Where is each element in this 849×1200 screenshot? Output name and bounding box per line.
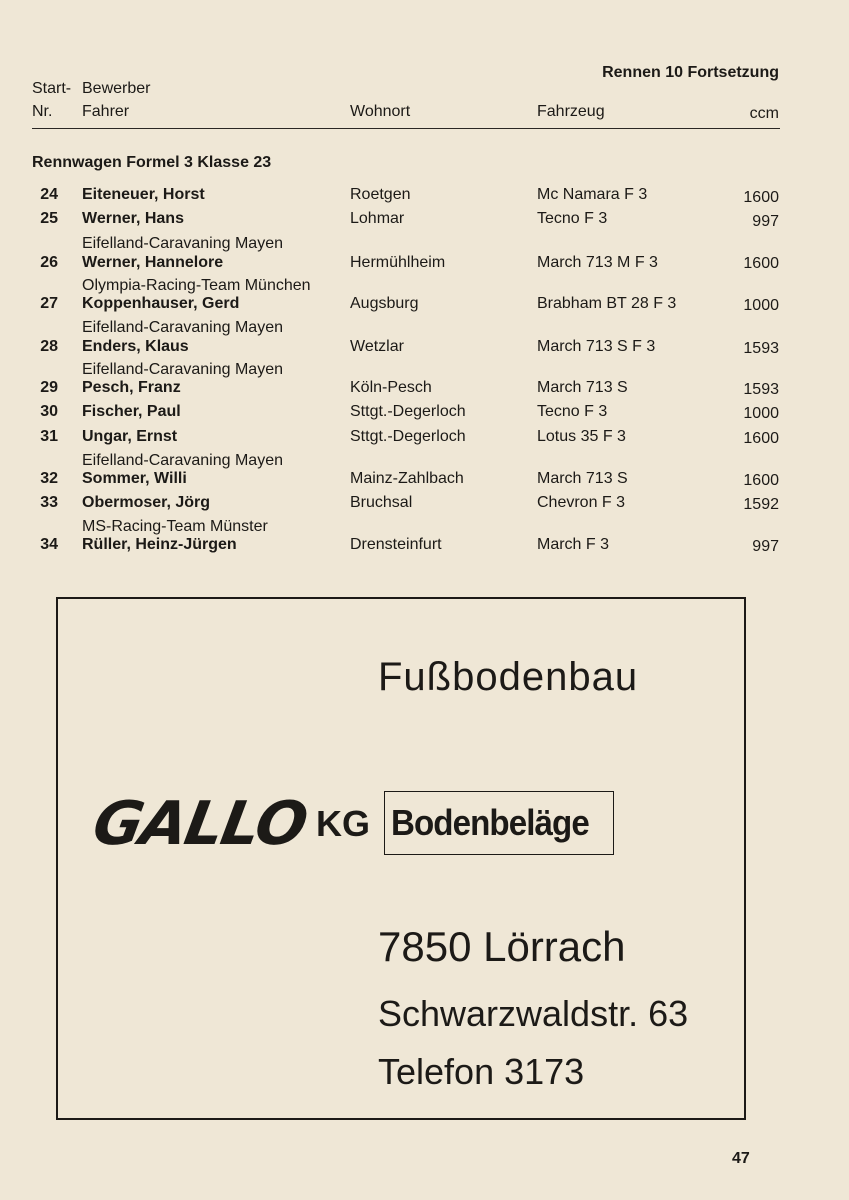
table-row bbox=[0, 186, 849, 206]
start-number: 25 bbox=[40, 210, 58, 227]
vehicle: March 713 S bbox=[537, 379, 628, 396]
start-number: 34 bbox=[40, 536, 58, 553]
displacement: 1592 bbox=[743, 496, 779, 513]
entrant-team: Eifelland-Caravaning Mayen bbox=[82, 452, 283, 469]
vehicle: Tecno F 3 bbox=[537, 210, 608, 227]
table-row bbox=[0, 338, 849, 358]
address-city: 7850 Lörrach bbox=[378, 923, 626, 970]
driver-name: Sommer, Willi bbox=[82, 470, 187, 487]
start-number: 33 bbox=[40, 494, 58, 511]
table-row bbox=[0, 254, 849, 274]
vehicle: Brabham BT 28 F 3 bbox=[537, 295, 677, 312]
boxed-label-text: Bodenbeläge bbox=[391, 802, 589, 843]
class-title: Rennwagen Formel 3 Klasse 23 bbox=[32, 154, 272, 171]
residence: Lohmar bbox=[350, 210, 405, 227]
driver-name: Rüller, Heinz-Jürgen bbox=[82, 536, 237, 553]
driver-name: Fischer, Paul bbox=[82, 403, 181, 420]
displacement: 1600 bbox=[743, 255, 779, 272]
page-number: 47 bbox=[732, 1150, 750, 1167]
entrant-team: Eifelland-Caravaning Mayen bbox=[82, 319, 283, 336]
boxed-label bbox=[384, 791, 614, 855]
header-divider bbox=[32, 128, 780, 129]
displacement: 997 bbox=[752, 538, 779, 555]
table-row bbox=[0, 428, 849, 448]
col-vehicle-label: Fahrzeug bbox=[537, 103, 605, 120]
residence: Hermühlheim bbox=[350, 254, 446, 271]
entrant-team: Eifelland-Caravaning Mayen bbox=[82, 361, 283, 378]
driver-name: Werner, Hannelore bbox=[82, 254, 224, 271]
table-row bbox=[0, 494, 849, 514]
vehicle: March F 3 bbox=[537, 536, 610, 553]
table-row bbox=[0, 210, 849, 230]
col-driver-label: Fahrer bbox=[82, 103, 130, 120]
ad-title: Fußbodenbau bbox=[378, 655, 639, 699]
vehicle: March 713 M F 3 bbox=[537, 254, 658, 271]
driver-name: Ungar, Ernst bbox=[82, 428, 178, 445]
col-residence-label: Wohnort bbox=[350, 103, 411, 120]
residence: Köln-Pesch bbox=[350, 379, 432, 396]
entrant-team: Olympia-Racing-Team München bbox=[82, 277, 311, 294]
vehicle: Lotus 35 F 3 bbox=[537, 428, 626, 445]
advertisement-box bbox=[56, 597, 746, 1120]
displacement: 1600 bbox=[743, 472, 779, 489]
driver-name: Pesch, Franz bbox=[82, 379, 181, 396]
table-row bbox=[0, 379, 849, 399]
start-number: 24 bbox=[40, 186, 58, 203]
start-number: 26 bbox=[40, 254, 58, 271]
vehicle: March 713 S bbox=[537, 470, 628, 487]
displacement: 1600 bbox=[743, 189, 779, 206]
start-number: 31 bbox=[40, 428, 58, 445]
displacement: 1593 bbox=[743, 340, 779, 357]
displacement: 1000 bbox=[743, 297, 779, 314]
displacement: 1593 bbox=[743, 381, 779, 398]
address-phone: Telefon 3173 bbox=[378, 1051, 585, 1092]
vehicle: Tecno F 3 bbox=[537, 403, 608, 420]
vehicle: Mc Namara F 3 bbox=[537, 186, 648, 203]
col-start-label-2: Nr. bbox=[32, 103, 53, 120]
driver-name: Werner, Hans bbox=[82, 210, 184, 227]
driver-name: Enders, Klaus bbox=[82, 338, 189, 355]
start-number: 30 bbox=[40, 403, 58, 420]
vehicle: March 713 S F 3 bbox=[537, 338, 656, 355]
table-row bbox=[0, 295, 849, 315]
driver-name: Obermoser, Jörg bbox=[82, 494, 211, 511]
displacement: 997 bbox=[752, 213, 779, 230]
start-number: 27 bbox=[40, 295, 58, 312]
vehicle: Chevron F 3 bbox=[537, 494, 626, 511]
col-entrant-label-1: Bewerber bbox=[82, 80, 151, 97]
residence: Roetgen bbox=[350, 186, 411, 203]
start-number: 28 bbox=[40, 338, 58, 355]
residence: Sttgt.-Degerloch bbox=[350, 428, 466, 445]
residence: Wetzlar bbox=[350, 338, 404, 355]
entrant-team: Eifelland-Caravaning Mayen bbox=[82, 235, 283, 252]
race-title: Rennen 10 Fortsetzung bbox=[602, 64, 779, 81]
residence: Augsburg bbox=[350, 295, 419, 312]
company-logo: GALLO bbox=[87, 789, 312, 859]
table-row bbox=[0, 536, 849, 556]
entrant-team: MS-Racing-Team Münster bbox=[82, 518, 268, 535]
start-number: 32 bbox=[40, 470, 58, 487]
col-start-label-1: Start- bbox=[32, 80, 72, 97]
displacement: 1000 bbox=[743, 405, 779, 422]
residence: Mainz-Zahlbach bbox=[350, 470, 464, 487]
displacement: 1600 bbox=[743, 430, 779, 447]
residence: Sttgt.-Degerloch bbox=[350, 403, 466, 420]
start-number: 29 bbox=[40, 379, 58, 396]
table-row bbox=[0, 403, 849, 423]
driver-name: Eiteneuer, Horst bbox=[82, 186, 205, 203]
residence: Drensteinfurt bbox=[350, 536, 442, 553]
col-ccm-label: ccm bbox=[749, 105, 779, 122]
address-street: Schwarzwaldstr. 63 bbox=[378, 993, 689, 1034]
table-row bbox=[0, 470, 849, 490]
residence: Bruchsal bbox=[350, 494, 413, 511]
driver-name: Koppenhauser, Gerd bbox=[82, 295, 240, 312]
company-suffix: KG bbox=[316, 803, 370, 844]
